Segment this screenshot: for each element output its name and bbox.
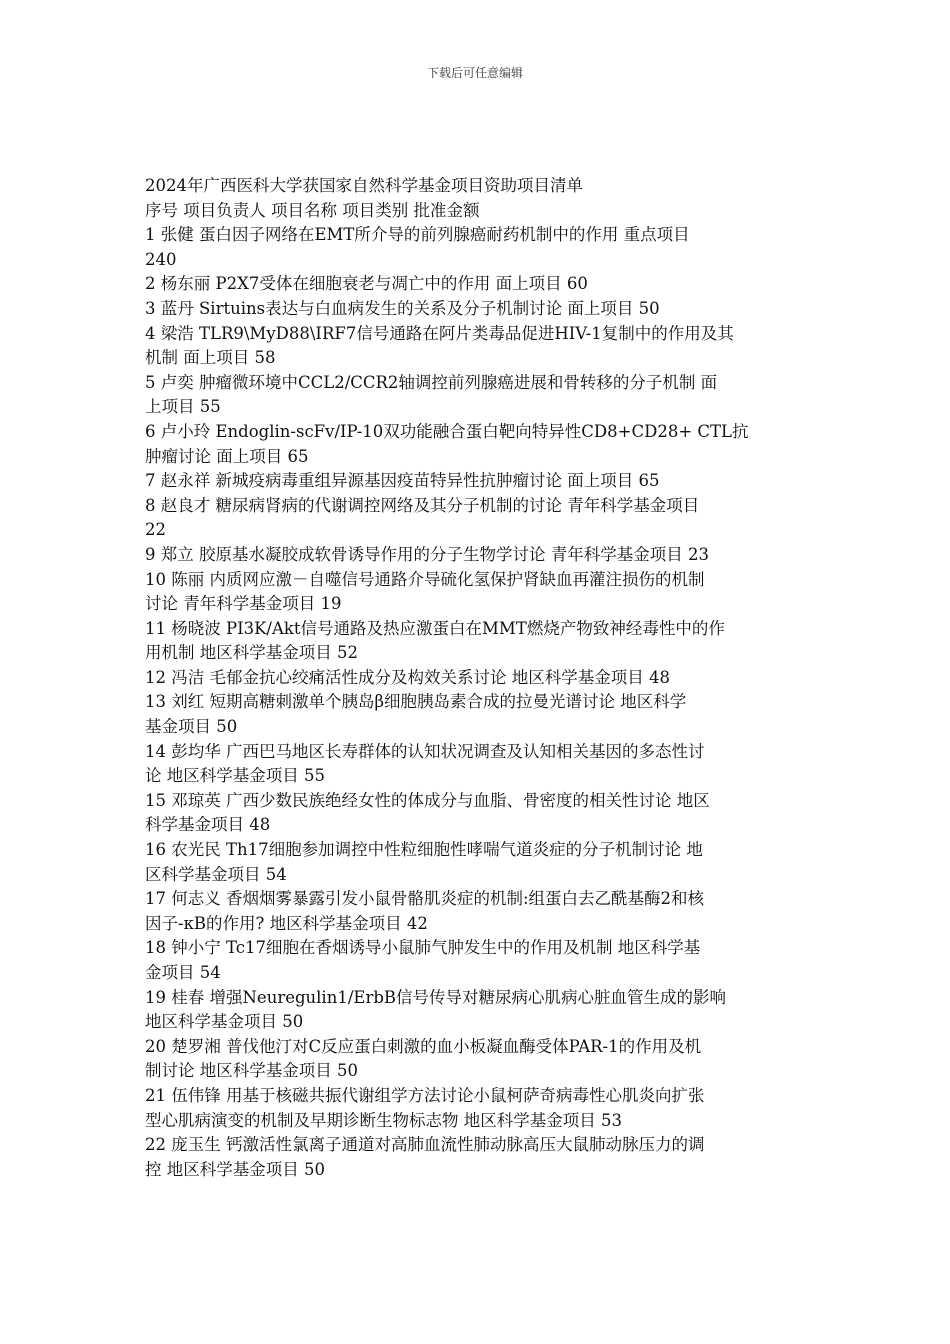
project-list-line: 用机制 地区科学基金项目 52 (145, 643, 358, 663)
project-list (145, 223, 810, 1182)
project-list-line: 控 地区科学基金项目 50 (145, 1159, 325, 1179)
project-list-line: 区科学基金项目 54 (145, 864, 287, 884)
project-list-line: 8 赵良才 糖尿病肾病的代谢调控网络及其分子机制的讨论 青年科学基金项目 (145, 495, 700, 515)
project-list-line: 金项目 54 (145, 963, 221, 982)
column-header-line: 序号 项目负责人 项目名称 项目类别 批准金额 (145, 200, 480, 220)
project-list-line: 21 伍伟锋 用基于核磁共振代谢组学方法讨论小鼠柯萨奇病毒性心肌炎向扩张 (145, 1085, 705, 1105)
project-list-line: 论 地区科学基金项目 55 (145, 766, 325, 786)
project-list-line: 22 庞玉生 钙激活性氯离子通道对高肺血流性肺动脉高压大鼠肺动脉压力的调 (145, 1135, 705, 1155)
project-list-line: 型心肌病演变的机制及早期诊断生物标志物 地区科学基金项目 53 (145, 1110, 622, 1130)
project-list-line: 1 张健 蛋白因子网络在EMT所介导的前列腺癌耐药机制中的作用 重点项目 (145, 225, 690, 245)
project-list-line: 2 杨东丽 P2X7受体在细胞衰老与凋亡中的作用 面上项目 60 (145, 274, 588, 294)
project-list-line: 因子-κB的作用? 地区科学基金项目 42 (145, 913, 428, 933)
project-list-line: 22 (145, 520, 166, 540)
project-list-line: 9 郑立 胶原基水凝胶成软骨诱导作用的分子生物学讨论 青年科学基金项目 23 (145, 544, 709, 564)
project-list-line: 17 何志义 香烟烟雾暴露引发小鼠骨骼肌炎症的机制:组蛋白去乙酰基酶2和核 (145, 889, 705, 909)
project-list-line: 16 农光民 Th17细胞参加调控中性粒细胞性哮喘气道炎症的分子机制讨论 地 (145, 840, 703, 860)
document-body (145, 174, 810, 1182)
project-list-line: 19 桂春 增强Neuregulin1/ErbB信号传导对糖尿病心肌病心脏血管生成的影响 (145, 987, 727, 1007)
project-list-line: 18 钟小宁 Tc17细胞在香烟诱导小鼠肺气肿发生中的作用及机制 地区科学基 (145, 938, 701, 958)
project-list-line: 科学基金项目 48 (145, 815, 271, 835)
project-list-line: 7 赵永祥 新城疫病毒重组异源基因疫苗特异性抗肿瘤讨论 面上项目 65 (145, 471, 660, 491)
project-list-line: 上项目 55 (145, 397, 221, 417)
project-list-line: 肿瘤讨论 面上项目 65 (145, 446, 309, 466)
project-list-line: 5 卢奕 肿瘤微环境中CCL2/CCR2轴调控前列腺癌进展和骨转移的分子机制 面 (145, 372, 718, 392)
project-list-line: 3 蓝丹 Sirtuins表达与白血病发生的关系及分子机制讨论 面上项目 50 (145, 298, 660, 318)
project-list-line: 11 杨晓波 PI3K/Akt信号通路及热应激蛋白在MMT燃烧产物致神经毒性中的作 (145, 618, 725, 638)
project-list-line: 6 卢小玲 Endoglin-scFv/IP-10双功能融合蛋白靶向特异性CD8+CD28+ CTL抗 (145, 421, 749, 441)
project-list-line: 14 彭均华 广西巴马地区长寿群体的认知状况调查及认知相关基因的多态性讨 (145, 741, 705, 761)
project-list-line: 讨论 青年科学基金项目 19 (145, 594, 342, 614)
project-list-line: 13 刘红 短期高糖刺激单个胰岛β细胞胰岛素合成的拉曼光谱讨论 地区科学 (145, 692, 687, 712)
document-title: 2024年广西医科大学获国家自然科学基金项目资助项目清单 (145, 176, 583, 195)
project-list-line: 地区科学基金项目 50 (145, 1012, 304, 1032)
project-list-line: 10 陈丽 内质网应激－自噬信号通路介导硫化氢保护肾缺血再灌注损伤的机制 (145, 569, 705, 589)
project-list-line: 基金项目 50 (145, 717, 238, 737)
project-list-line: 15 邓琼英 广西少数民族绝经女性的体成分与血脂、骨密度的相关性讨论 地区 (145, 790, 710, 810)
project-list-line: 机制 面上项目 58 (145, 348, 276, 368)
project-list-line: 240 (145, 249, 177, 269)
project-list-line: 20 楚罗湘 普伐他汀对C反应蛋白刺激的血小板凝血酶受体PAR-1的作用及机 (145, 1036, 702, 1056)
page-header-note: 下载后可任意编辑 (426, 66, 523, 80)
project-list-line: 4 梁浩 TLR9\MyD88\IRF7信号通路在阿片类毒品促进HIV-1复制中的作用及其 (145, 323, 734, 343)
project-list-line: 12 冯洁 毛郁金抗心绞痛活性成分及构效关系讨论 地区科学基金项目 48 (145, 667, 670, 687)
project-list-line: 制讨论 地区科学基金项目 50 (145, 1061, 358, 1081)
